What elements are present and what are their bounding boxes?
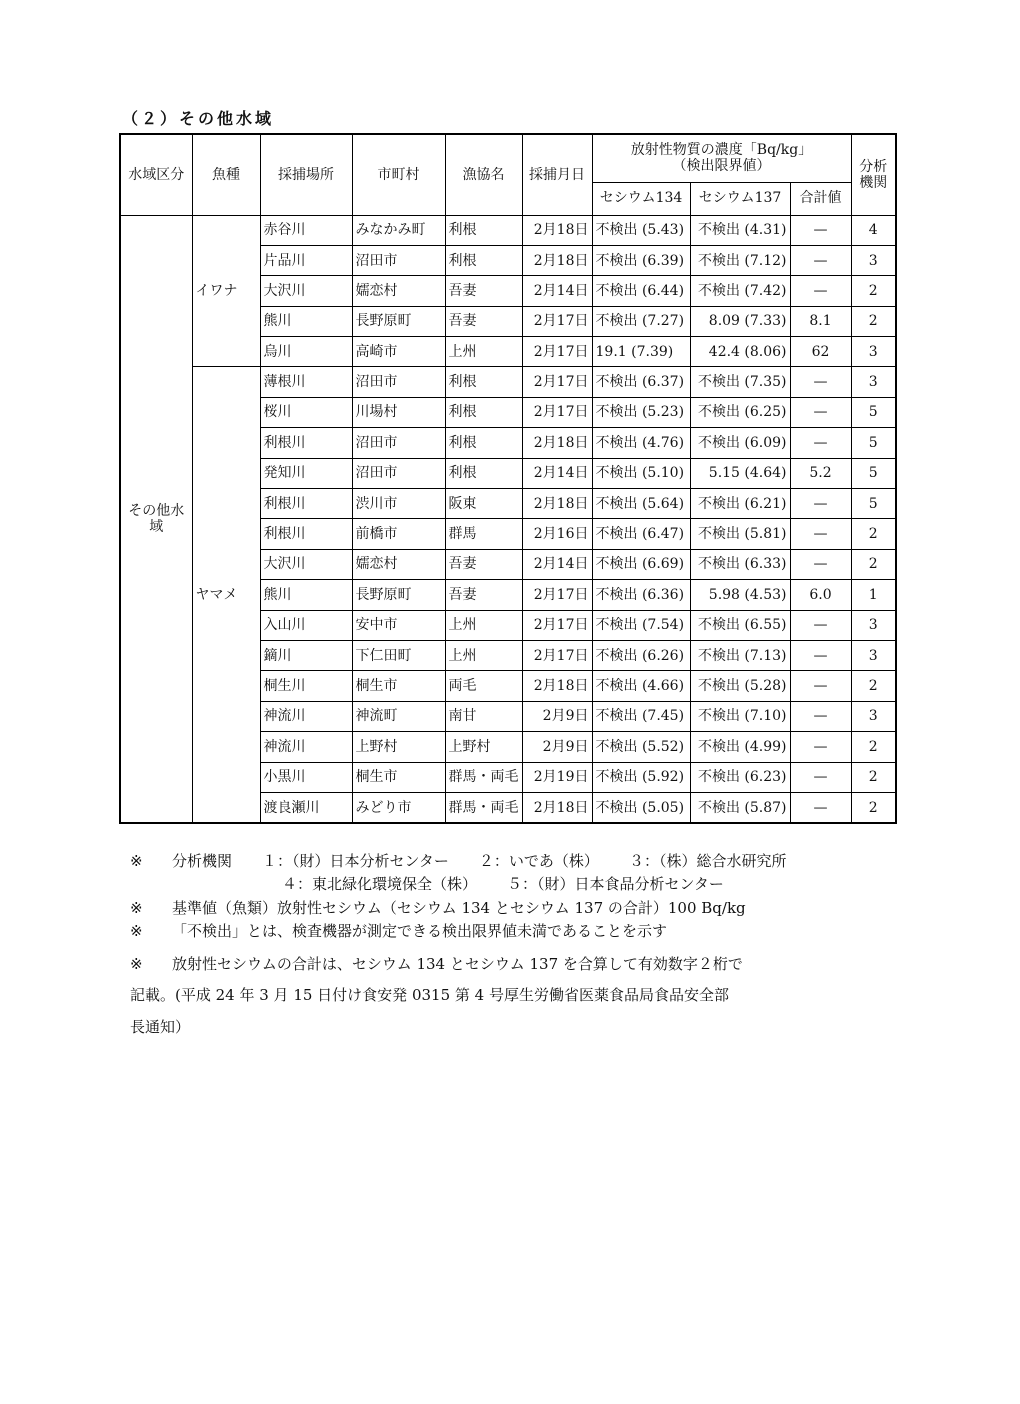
total-cell: —: [790, 245, 851, 275]
header-cs137: セシウム137: [690, 182, 790, 215]
city-cell: 沼田市: [352, 458, 445, 488]
city-cell: 長野原町: [352, 580, 445, 610]
city-cell: 安中市: [352, 610, 445, 640]
species-cell: イワナ: [192, 215, 260, 367]
coop-cell: 吾妻: [445, 276, 522, 306]
cs134-cell: 不検出 (5.64): [592, 489, 690, 519]
header-concentration-sub: （検出限界値）: [672, 158, 771, 175]
note-mark: ※: [130, 898, 143, 917]
coop-cell: 利根: [445, 215, 522, 245]
notes: [130, 850, 890, 1039]
note-mark: ※: [130, 852, 143, 870]
lab-cell: 2: [851, 519, 896, 549]
header-species: 魚種: [192, 134, 260, 215]
city-cell: 長野原町: [352, 306, 445, 336]
coop-cell: 利根: [445, 428, 522, 458]
date-cell: 2月14日: [522, 276, 592, 306]
cs134-cell: 不検出 (4.76): [592, 428, 690, 458]
place-cell: 桜川: [260, 397, 352, 427]
date-cell: 2月14日: [522, 458, 592, 488]
header-total: 合計値: [790, 182, 851, 215]
total-cell: —: [790, 732, 851, 762]
cs137-cell: 不検出 (7.12): [690, 245, 790, 275]
date-cell: 2月14日: [522, 549, 592, 579]
note-not-detected-text: 「不検出」とは、検査機器が測定できる検出限界値未満であることを示す: [172, 921, 668, 940]
table-row: [120, 367, 896, 397]
header-lab: 分析機関: [851, 134, 896, 215]
note-mark: ※: [130, 955, 143, 973]
table-body: [120, 215, 896, 823]
radioactivity-table: [119, 133, 897, 824]
species-cell: ヤマメ: [192, 367, 260, 823]
place-cell: 鏑川: [260, 640, 352, 670]
date-cell: 2月9日: [522, 732, 592, 762]
cs134-cell: 不検出 (6.44): [592, 276, 690, 306]
lab-cell: 2: [851, 306, 896, 336]
date-cell: 2月17日: [522, 337, 592, 367]
note-institutions: [130, 850, 890, 897]
cs134-cell: 不検出 (4.66): [592, 671, 690, 701]
date-cell: 2月17日: [522, 640, 592, 670]
total-cell: —: [790, 792, 851, 823]
date-cell: 2月17日: [522, 367, 592, 397]
cs134-cell: 不検出 (5.52): [592, 732, 690, 762]
cs134-cell: 不検出 (7.54): [592, 610, 690, 640]
header-concentration-title: 放射性物質の濃度「Bq/kg」: [630, 142, 813, 159]
date-cell: 2月18日: [522, 489, 592, 519]
place-cell: 小黒川: [260, 762, 352, 792]
coop-cell: 吾妻: [445, 549, 522, 579]
header-cs134: セシウム134: [592, 182, 690, 215]
section-heading: （２）その他水域: [122, 109, 275, 128]
cs137-cell: 不検出 (7.42): [690, 276, 790, 306]
city-cell: 桐生市: [352, 762, 445, 792]
cs137-cell: 不検出 (6.55): [690, 610, 790, 640]
total-cell: —: [790, 701, 851, 731]
city-cell: 渋川市: [352, 489, 445, 519]
total-cell: —: [790, 276, 851, 306]
city-cell: 下仁田町: [352, 640, 445, 670]
place-cell: 神流川: [260, 732, 352, 762]
header-place: 採捕場所: [260, 134, 352, 215]
lab-cell: 3: [851, 610, 896, 640]
city-cell: 桐生市: [352, 671, 445, 701]
coop-cell: 両毛: [445, 671, 522, 701]
total-cell: 6.0: [790, 580, 851, 610]
cs137-cell: 5.15 (4.64): [690, 458, 790, 488]
lab-cell: 1: [851, 580, 896, 610]
cs134-cell: 不検出 (6.39): [592, 245, 690, 275]
coop-cell: 群馬・両毛: [445, 792, 522, 823]
cs137-cell: 不検出 (5.87): [690, 792, 790, 823]
lab-cell: 2: [851, 549, 896, 579]
city-cell: 高崎市: [352, 337, 445, 367]
cs137-cell: 不検出 (6.21): [690, 489, 790, 519]
note-total-line1: 放射性セシウムの合計は、セシウム 134 とセシウム 137 を合算して有効数字２桁で: [172, 955, 743, 973]
note-total-line2: 記載。(平成 24 年 3 月 15 日付け食安発 0315 第 4 号厚生労働省医薬食品局食品安全部: [130, 986, 729, 1005]
lab-cell: 3: [851, 245, 896, 275]
cs134-cell: 不検出 (5.05): [592, 792, 690, 823]
cs137-cell: 不検出 (5.28): [690, 671, 790, 701]
place-cell: 神流川: [260, 701, 352, 731]
note-total-line3: 長通知）: [130, 1017, 191, 1036]
city-cell: 沼田市: [352, 367, 445, 397]
cs137-cell: 不検出 (6.33): [690, 549, 790, 579]
cs137-cell: 不検出 (7.10): [690, 701, 790, 731]
cs134-cell: 不検出 (7.27): [592, 306, 690, 336]
cs134-cell: 19.1 (7.39): [592, 337, 690, 367]
header-coop: 漁協名: [445, 134, 522, 215]
place-cell: 大沢川: [260, 276, 352, 306]
lab-cell: 2: [851, 276, 896, 306]
total-cell: —: [790, 519, 851, 549]
cs134-cell: 不検出 (6.47): [592, 519, 690, 549]
date-cell: 2月16日: [522, 519, 592, 549]
note-standard-text: 基準値（魚類）放射性セシウム（セシウム 134 とセシウム 137 の合計）100 Bq/kg: [172, 898, 746, 917]
city-cell: 嬬恋村: [352, 549, 445, 579]
total-cell: —: [790, 762, 851, 792]
coop-cell: 吾妻: [445, 306, 522, 336]
city-cell: 上野村: [352, 732, 445, 762]
cs134-cell: 不検出 (6.37): [592, 367, 690, 397]
lab-cell: 5: [851, 458, 896, 488]
date-cell: 2月18日: [522, 792, 592, 823]
institutions-label: 分析機関: [172, 852, 233, 870]
place-cell: 発知川: [260, 458, 352, 488]
coop-cell: 上州: [445, 640, 522, 670]
place-cell: 大沢川: [260, 549, 352, 579]
lab-cell: 2: [851, 792, 896, 823]
total-cell: —: [790, 215, 851, 245]
header-city: 市町村: [352, 134, 445, 215]
date-cell: 2月18日: [522, 215, 592, 245]
cs137-cell: 不検出 (7.13): [690, 640, 790, 670]
date-cell: 2月17日: [522, 306, 592, 336]
lab-cell: 5: [851, 428, 896, 458]
date-cell: 2月9日: [522, 701, 592, 731]
cs134-cell: 不検出 (5.23): [592, 397, 690, 427]
coop-cell: 群馬: [445, 519, 522, 549]
place-cell: 渡良瀬川: [260, 792, 352, 823]
note-not-detected: [130, 920, 890, 943]
total-cell: —: [790, 640, 851, 670]
place-cell: 熊川: [260, 580, 352, 610]
lab-cell: 2: [851, 671, 896, 701]
cs137-cell: 不検出 (7.35): [690, 367, 790, 397]
date-cell: 2月19日: [522, 762, 592, 792]
note-standard: [130, 897, 890, 920]
place-cell: 利根川: [260, 489, 352, 519]
header-date: 採捕月日: [522, 134, 592, 215]
city-cell: 川場村: [352, 397, 445, 427]
institution-5: ５：（財）日本食品分析センター: [507, 875, 724, 894]
header-concentration: [592, 134, 851, 182]
lab-cell: 3: [851, 640, 896, 670]
cs134-cell: 不検出 (5.92): [592, 762, 690, 792]
coop-cell: 利根: [445, 245, 522, 275]
total-cell: —: [790, 549, 851, 579]
note-mark: ※: [130, 921, 143, 940]
place-cell: 赤谷川: [260, 215, 352, 245]
coop-cell: 利根: [445, 367, 522, 397]
cs134-cell: 不検出 (7.45): [592, 701, 690, 731]
cs137-cell: 不検出 (6.09): [690, 428, 790, 458]
place-cell: 利根川: [260, 428, 352, 458]
header-area: 水域区分: [120, 134, 192, 215]
total-cell: —: [790, 671, 851, 701]
coop-cell: 吾妻: [445, 580, 522, 610]
city-cell: 前橋市: [352, 519, 445, 549]
institution-4: ４：東北緑化環境保全（株）: [282, 875, 478, 894]
place-cell: 烏川: [260, 337, 352, 367]
cs134-cell: 不検出 (5.10): [592, 458, 690, 488]
coop-cell: 上野村: [445, 732, 522, 762]
place-cell: 入山川: [260, 610, 352, 640]
total-cell: —: [790, 610, 851, 640]
cs137-cell: 不検出 (6.25): [690, 397, 790, 427]
coop-cell: 南甘: [445, 701, 522, 731]
city-cell: 沼田市: [352, 245, 445, 275]
lab-cell: 2: [851, 762, 896, 792]
date-cell: 2月18日: [522, 671, 592, 701]
date-cell: 2月17日: [522, 397, 592, 427]
cs137-cell: 不検出 (5.81): [690, 519, 790, 549]
cs134-cell: 不検出 (6.36): [592, 580, 690, 610]
city-cell: みなかみ町: [352, 215, 445, 245]
coop-cell: 上州: [445, 610, 522, 640]
place-cell: 桐生川: [260, 671, 352, 701]
total-cell: —: [790, 489, 851, 519]
cs134-cell: 不検出 (6.69): [592, 549, 690, 579]
coop-cell: 阪東: [445, 489, 522, 519]
date-cell: 2月18日: [522, 245, 592, 275]
institution-1: １：（財）日本分析センター: [262, 852, 449, 870]
total-cell: 5.2: [790, 458, 851, 488]
date-cell: 2月18日: [522, 428, 592, 458]
lab-cell: 5: [851, 489, 896, 519]
city-cell: 嬬恋村: [352, 276, 445, 306]
lab-cell: 3: [851, 337, 896, 367]
lab-cell: 5: [851, 397, 896, 427]
area-cell: その他水域: [120, 215, 192, 823]
place-cell: 熊川: [260, 306, 352, 336]
city-cell: みどり市: [352, 792, 445, 823]
total-cell: —: [790, 367, 851, 397]
place-cell: 利根川: [260, 519, 352, 549]
lab-cell: 3: [851, 367, 896, 397]
cs137-cell: 5.98 (4.53): [690, 580, 790, 610]
cs134-cell: 不検出 (6.26): [592, 640, 690, 670]
date-cell: 2月17日: [522, 580, 592, 610]
total-cell: —: [790, 397, 851, 427]
cs137-cell: 不検出 (4.99): [690, 732, 790, 762]
place-cell: 片品川: [260, 245, 352, 275]
table-row: [120, 215, 896, 245]
coop-cell: 利根: [445, 458, 522, 488]
lab-cell: 2: [851, 732, 896, 762]
cs137-cell: 不検出 (6.23): [690, 762, 790, 792]
cs137-cell: 8.09 (7.33): [690, 306, 790, 336]
coop-cell: 群馬・両毛: [445, 762, 522, 792]
city-cell: 神流町: [352, 701, 445, 731]
coop-cell: 上州: [445, 337, 522, 367]
date-cell: 2月17日: [522, 610, 592, 640]
cs134-cell: 不検出 (5.43): [592, 215, 690, 245]
cs137-cell: 42.4 (8.06): [690, 337, 790, 367]
lab-cell: 3: [851, 701, 896, 731]
total-cell: 62: [790, 337, 851, 367]
place-cell: 薄根川: [260, 367, 352, 397]
cs137-cell: 不検出 (4.31): [690, 215, 790, 245]
city-cell: 沼田市: [352, 428, 445, 458]
coop-cell: 利根: [445, 397, 522, 427]
lab-cell: 4: [851, 215, 896, 245]
total-cell: 8.1: [790, 306, 851, 336]
total-cell: —: [790, 428, 851, 458]
institution-2: ２：いであ（株）: [478, 852, 599, 870]
institution-3: ３：（株）総合水研究所: [628, 852, 787, 870]
note-total: [130, 953, 890, 976]
